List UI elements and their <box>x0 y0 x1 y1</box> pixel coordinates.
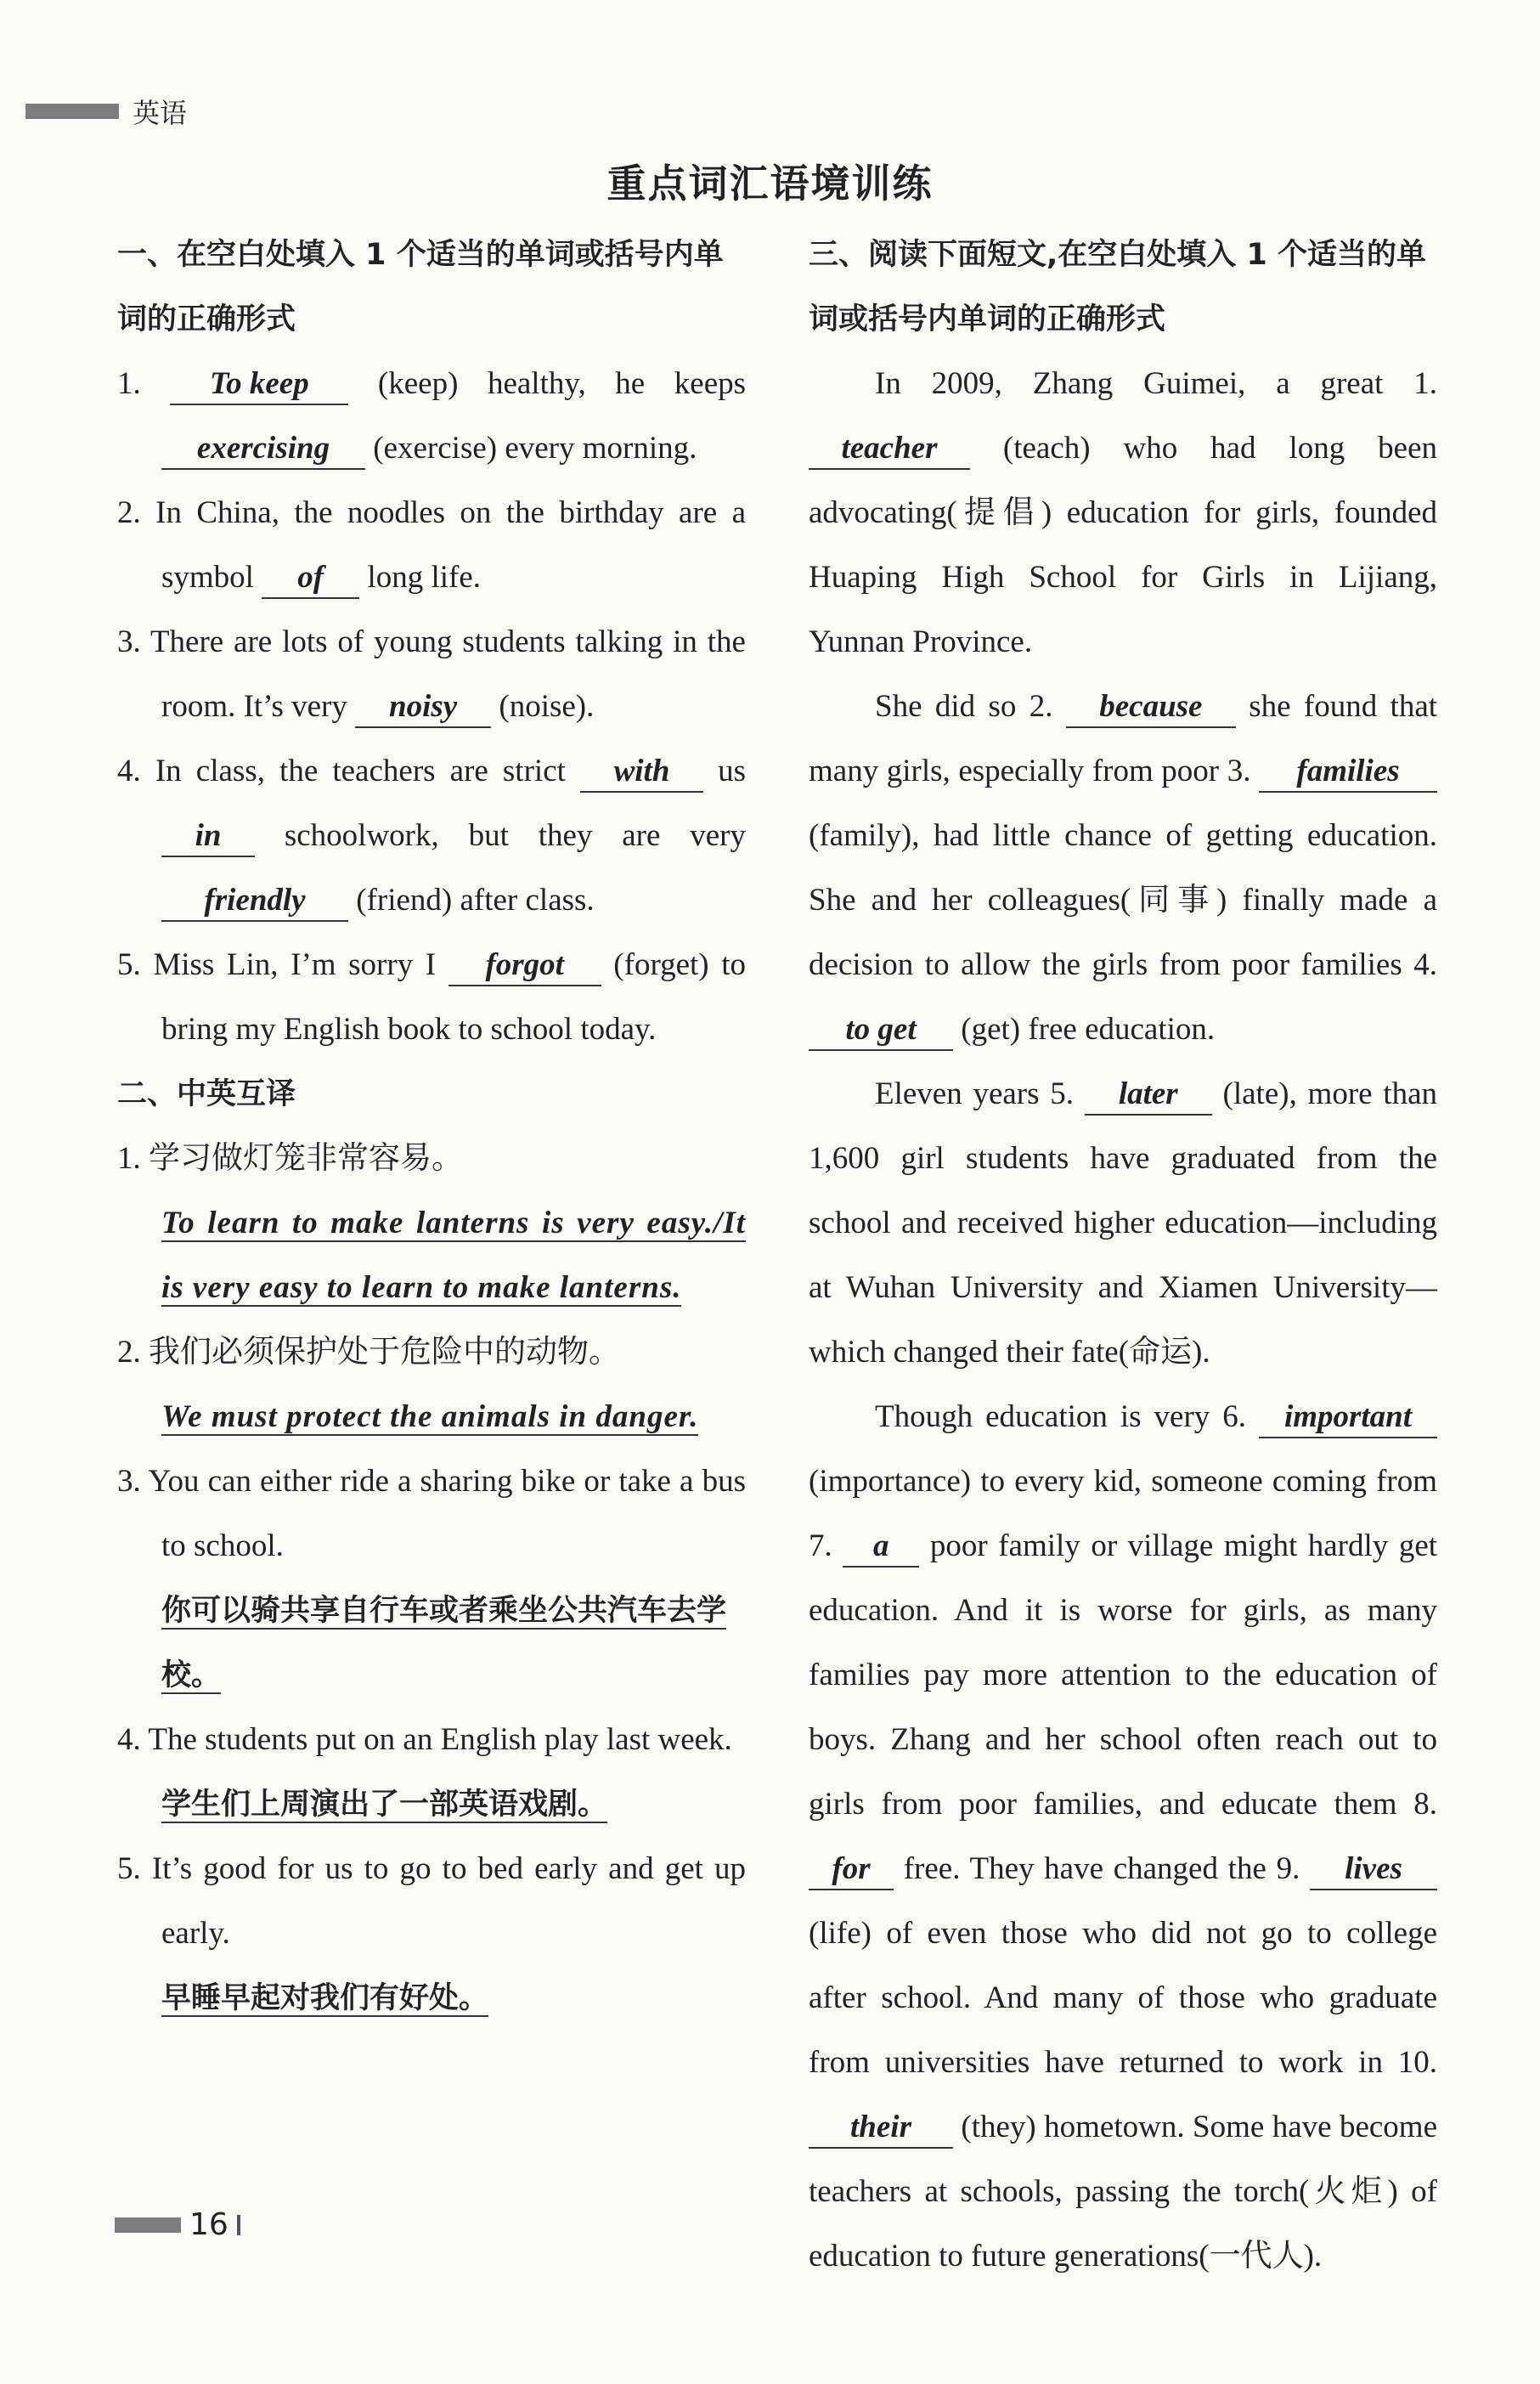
answer-blank: important <box>1259 1398 1437 1438</box>
s1-item-4: 4. In class, the teachers are strict with us in schoolwork, but they are very friendly (friend) after class. <box>117 739 746 933</box>
s3-paragraph-1: In 2009, Zhang Guimei, a great 1. teacher (teach) who had long been advocating(提倡) education for girls, founded Huaping High School for Girls in Lijiang, Yunnan Province. <box>809 366 1437 659</box>
s1-item-2: 2. In China, the noodles on the birthday are a symbol of long life. <box>117 481 746 610</box>
answer-blank: families <box>1259 752 1437 793</box>
s2-item-3: 3. You can either ride a sharing bike or take a bus to school. <box>117 1464 746 1563</box>
s2-item-5: 5. It’s good for us to go to bed early and get up early. <box>117 1851 747 1951</box>
page-header <box>25 92 187 131</box>
answer-blank: of <box>262 558 359 599</box>
s2-item-1: 1. 学习做灯笼非常容易。 <box>117 1141 463 1176</box>
answer-blank: forgot <box>448 946 601 986</box>
page-title: 重点词汇语境训练 <box>606 161 934 206</box>
answer-blank: noisy <box>355 687 491 728</box>
s2-item-4: 4. The students put on an English play last week. <box>117 1722 732 1757</box>
s2-answer-2: We must protect the animals in danger. <box>161 1399 699 1434</box>
page-number: 16 <box>189 2207 228 2242</box>
s1-item-1: 1. To keep (keep) healthy, he keeps exercising (exercise) every morning. <box>117 352 746 481</box>
answer-blank: teacher <box>809 429 970 470</box>
s3-paragraph-3: Eleven years 5. later (late), more than 1,600 girl students have graduated from the school and received higher education—including at Wuhan University and Xiamen University—which changed their fate(命运). <box>809 1076 1438 1370</box>
right-column <box>809 223 1437 2289</box>
answer-blank: with <box>580 752 703 793</box>
page-footer <box>115 2207 240 2242</box>
subject-label: 英语 <box>133 97 188 129</box>
section2-heading: 二、中英互译 <box>117 1077 296 1111</box>
answer-blank: their <box>809 2108 953 2149</box>
answer-blank: friendly <box>161 881 348 922</box>
answer-blank: a <box>843 1527 919 1568</box>
footer-tick <box>237 2215 240 2235</box>
left-column <box>117 223 746 2031</box>
answer-blank: because <box>1066 687 1236 728</box>
s1-item-5: 5. Miss Lin, I’m sorry I forgot (forget) to bring my English book to school today. <box>117 947 746 1047</box>
answer-blank: lives <box>1310 1850 1437 1890</box>
answer-blank: to get <box>809 1010 953 1051</box>
section3-heading: 三、阅读下面短文,在空白处填入 1 个适当的单词或括号内单词的正确形式 <box>809 238 1427 336</box>
header-bar <box>25 104 119 119</box>
s2-answer-4: 学生们上周演出了一部英语戏剧。 <box>161 1788 608 1822</box>
s2-answer-3: 你可以骑共享自行车或者乘坐公共汽车去学校。 <box>161 1594 727 1692</box>
answer-blank: later <box>1085 1075 1212 1116</box>
answer-blank: To keep <box>170 364 348 405</box>
s2-item-2: 2. 我们必须保护处于危险中的动物。 <box>117 1335 620 1370</box>
footer-bar <box>115 2217 181 2233</box>
answer-blank: exercising <box>161 429 365 470</box>
s1-item-3: 3. There are lots of young students talking in the room. It’s very noisy (noise). <box>117 610 746 739</box>
section1-heading: 一、在空白处填入 1 个适当的单词或括号内单词的正确形式 <box>117 238 724 336</box>
s3-paragraph-4: Though education is very 6. important (importance) to every kid, someone coming from 7. a poor family or village might hardly get education. And it is worse for girls, as many families pay more attention to the education of boys. Zhang and her school often reach out to girls from poor families, and educate them 8. for free. They have changed the 9. lives (life) of even those who did not go to college after school. And many of those who graduate from universities have returned to work in 10. their (they) hometown. Some have become teachers at schools, passing the torch(火炬) of education to future generations(一代人). <box>809 1399 1438 2274</box>
s2-answer-1: To learn to make lanterns is very easy./It is very easy to learn to make lanterns. <box>161 1206 746 1305</box>
s2-answer-5: 早睡早起对我们有好处。 <box>161 1981 489 2015</box>
answer-blank: in <box>161 816 255 857</box>
s3-paragraph-2: She did so 2. because she found that many girls, especially from poor 3. families (family), had little chance of getting education. She and her colleagues(同事) finally made a decision to allow the girls from poor families 4. to get (get) free education. <box>809 675 1437 1062</box>
answer-blank: for <box>809 1850 894 1890</box>
